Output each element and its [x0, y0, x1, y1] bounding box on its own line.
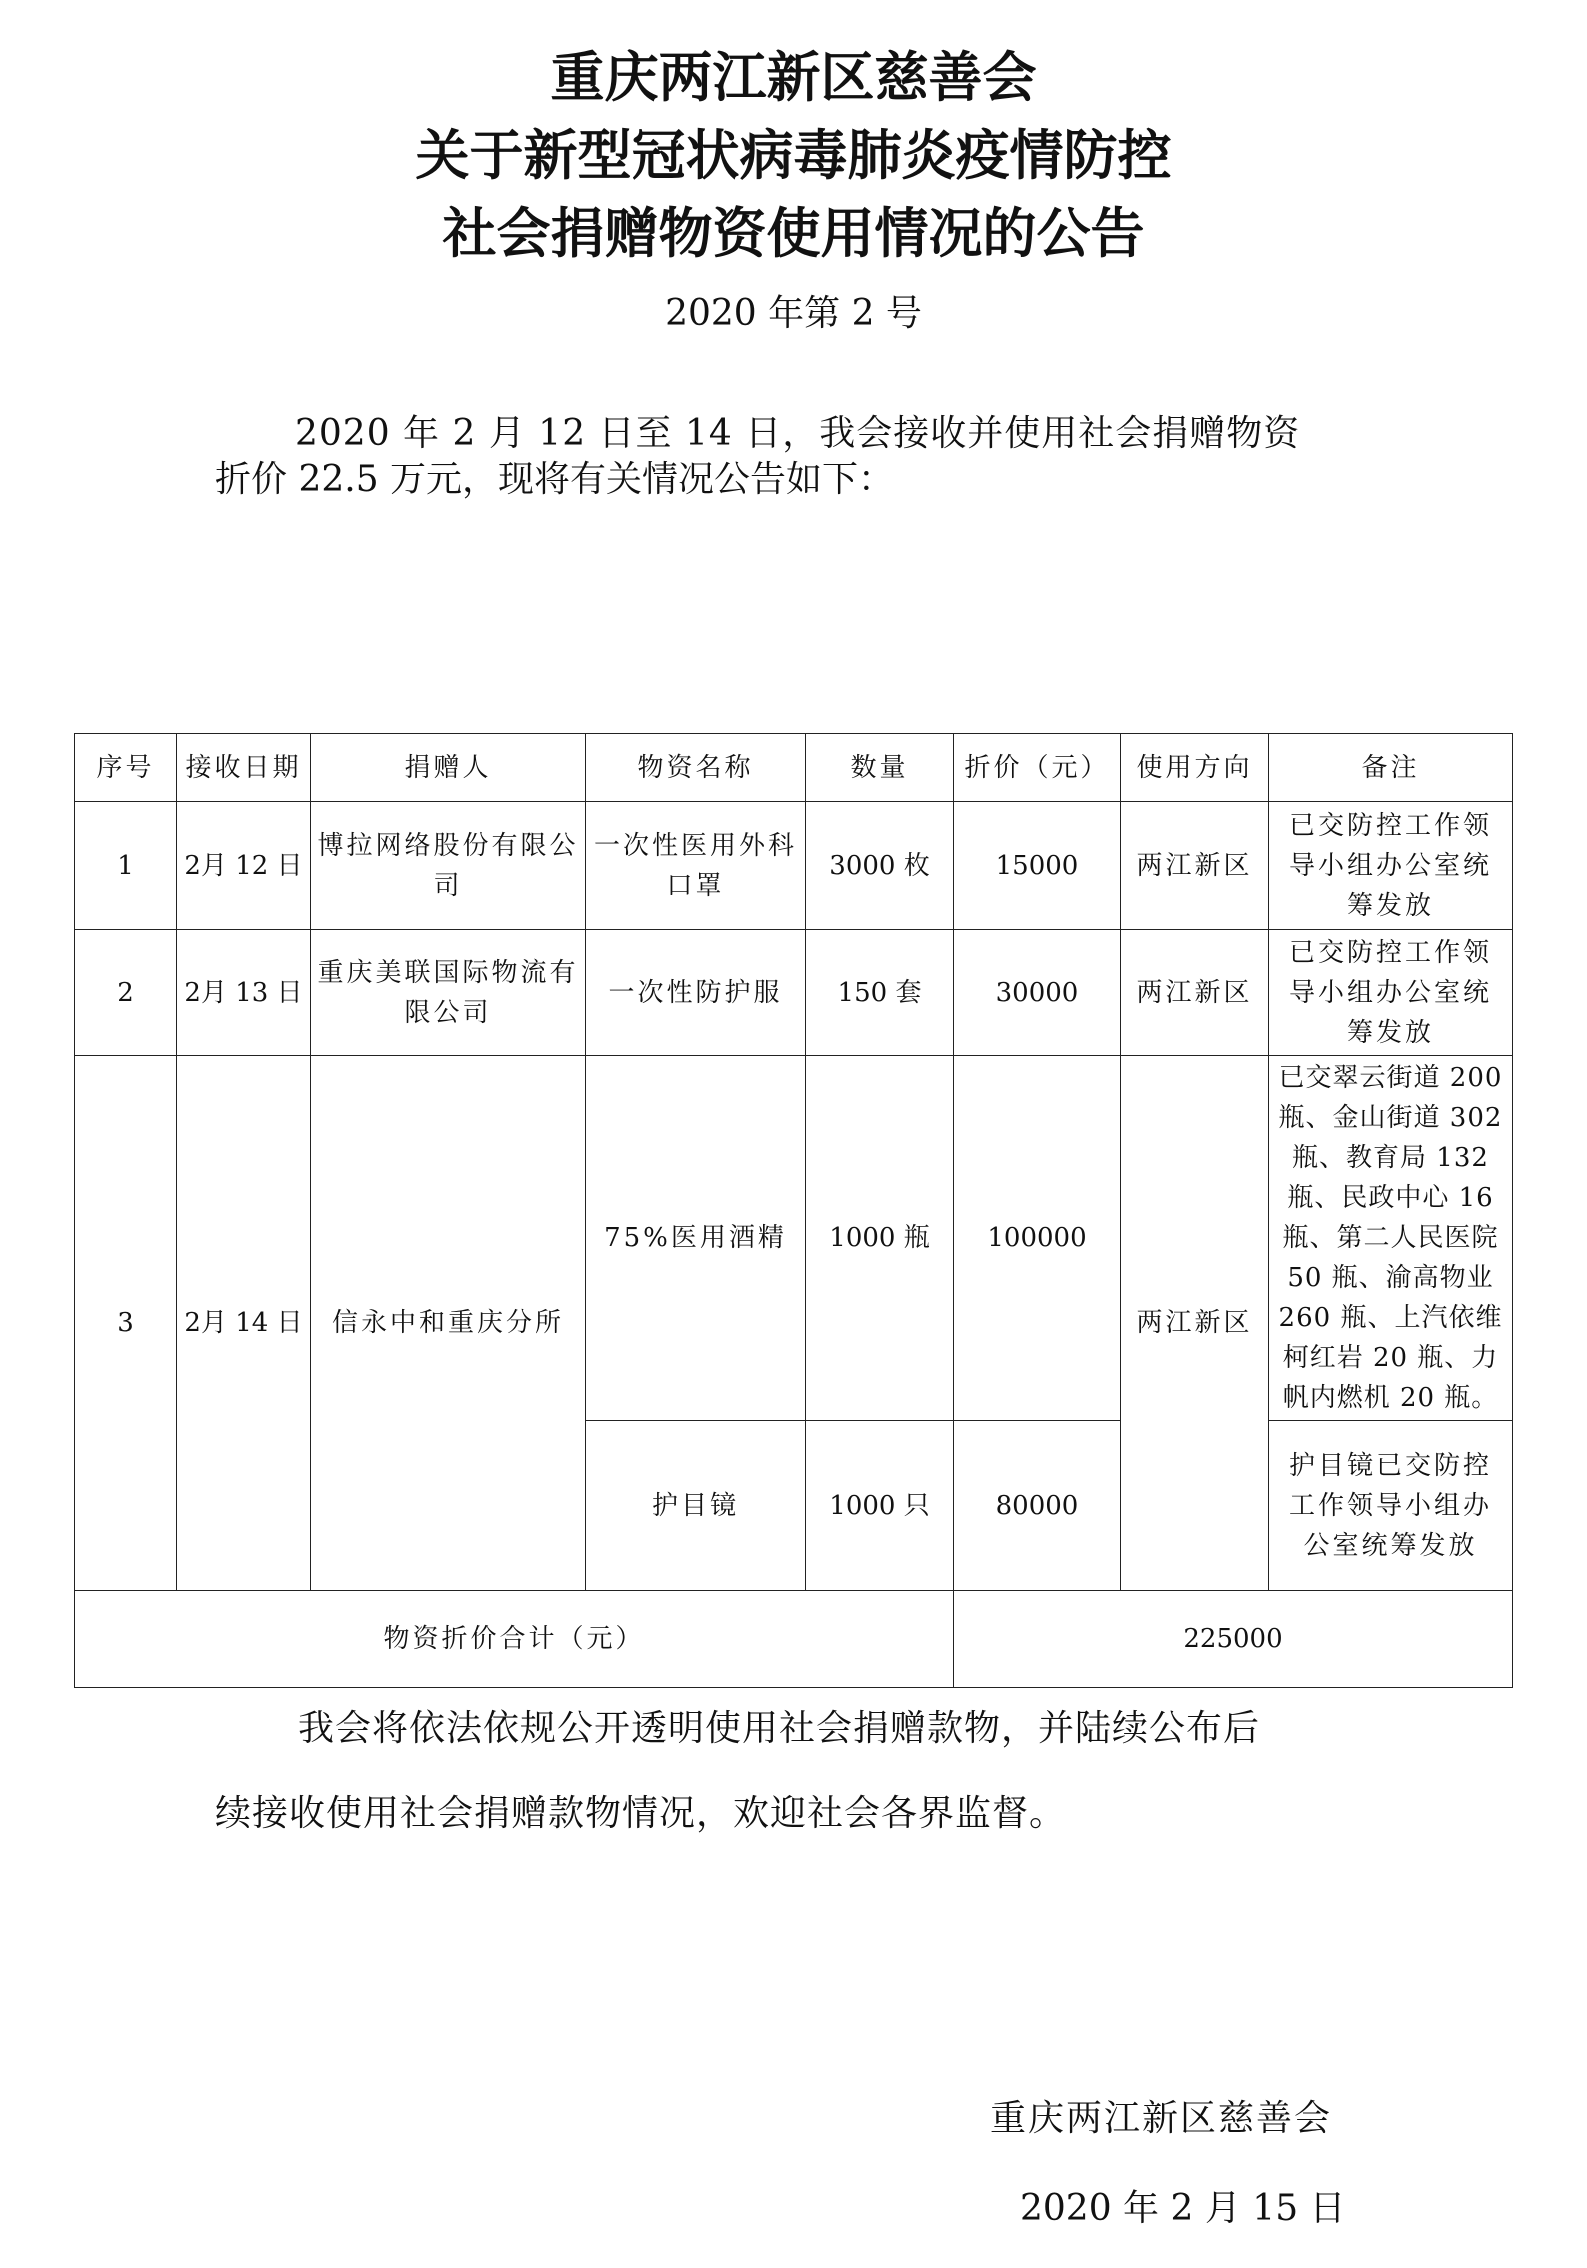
- cell-qty: 3000 枚: [806, 802, 954, 930]
- cell-remark: 护目镜已交防控工作领导小组办公室统筹发放: [1269, 1421, 1513, 1591]
- cell-seq: 2: [75, 930, 177, 1056]
- cell-use: 两江新区: [1121, 1056, 1269, 1591]
- cell-use: 两江新区: [1121, 802, 1269, 930]
- cell-date: 2月 14 日: [177, 1056, 311, 1591]
- cell-donor: 重庆美联国际物流有限公司: [311, 930, 586, 1056]
- cell-qty: 1000 只: [806, 1421, 954, 1591]
- cell-donor: 博拉网络股份有限公司: [311, 802, 586, 930]
- closing-line-1: 我会将依法依规公开透明使用社会捐赠款物，并陆续公布后: [298, 1708, 1261, 1749]
- intro-line-2: 折价 22.5 万元，现将有关情况公告如下：: [215, 459, 895, 500]
- header-date: 接收日期: [177, 734, 311, 802]
- closing-line-2: 续接收使用社会捐赠款物情况，欢迎社会各界监督。: [215, 1793, 1067, 1834]
- cell-date: 2月 12 日: [177, 802, 311, 930]
- cell-date: 2月 13 日: [177, 930, 311, 1056]
- cell-remark: 已交防控工作领导小组办公室统筹发放: [1269, 802, 1513, 930]
- header-item: 物资名称: [586, 734, 806, 802]
- title-line-3: 社会捐赠物资使用情况的公告: [442, 202, 1145, 265]
- table-row: [75, 802, 1513, 930]
- cell-use: 两江新区: [1121, 930, 1269, 1056]
- cell-item: 一次性防护服: [586, 930, 806, 1056]
- cell-item: 护目镜: [586, 1421, 806, 1591]
- cell-item: 75%医用酒精: [586, 1056, 806, 1421]
- signature-date: 2020 年 2 月 15 日: [1020, 2188, 1346, 2229]
- table-total-row: [75, 1591, 1513, 1688]
- donation-table: [74, 733, 1513, 1688]
- cell-donor: 信永中和重庆分所: [311, 1056, 586, 1591]
- cell-remark: 已交翠云街道 200 瓶、金山街道 302 瓶、教育局 132 瓶、民政中心 16 瓶、第二人民医院 50 瓶、渝高物业 260 瓶、上汽依维柯红岩 20 瓶、力帆内燃机 20 瓶。: [1269, 1056, 1513, 1421]
- table-row: [75, 1056, 1513, 1421]
- cell-qty: 150 套: [806, 930, 954, 1056]
- cell-value: 80000: [954, 1421, 1121, 1591]
- signature-org: 重庆两江新区慈善会: [990, 2098, 1333, 2139]
- cell-remark: 已交防控工作领导小组办公室统筹发放: [1269, 930, 1513, 1056]
- issue-number: 2020 年第 2 号: [665, 293, 922, 334]
- cell-value: 15000: [954, 802, 1121, 930]
- cell-qty: 1000 瓶: [806, 1056, 954, 1421]
- table-header-row: [75, 734, 1513, 802]
- header-qty: 数量: [806, 734, 954, 802]
- header-donor: 捐赠人: [311, 734, 586, 802]
- header-remark: 备注: [1269, 734, 1513, 802]
- cell-value: 100000: [954, 1056, 1121, 1421]
- title-line-1: 重庆两江新区慈善会: [550, 46, 1037, 109]
- title-line-2: 关于新型冠状病毒肺炎疫情防控: [415, 124, 1172, 187]
- table-row: [75, 930, 1513, 1056]
- header-use: 使用方向: [1121, 734, 1269, 802]
- intro-line-1: 2020 年 2 月 12 日至 14 日，我会接收并使用社会捐赠物资: [295, 413, 1301, 454]
- cell-item: 一次性医用外科口罩: [586, 802, 806, 930]
- cell-seq: 3: [75, 1056, 177, 1591]
- total-value: 225000: [954, 1591, 1513, 1688]
- cell-seq: 1: [75, 802, 177, 930]
- header-value: 折价（元）: [954, 734, 1121, 802]
- header-seq: 序号: [75, 734, 177, 802]
- cell-value: 30000: [954, 930, 1121, 1056]
- total-label: 物资折价合计（元）: [75, 1591, 954, 1688]
